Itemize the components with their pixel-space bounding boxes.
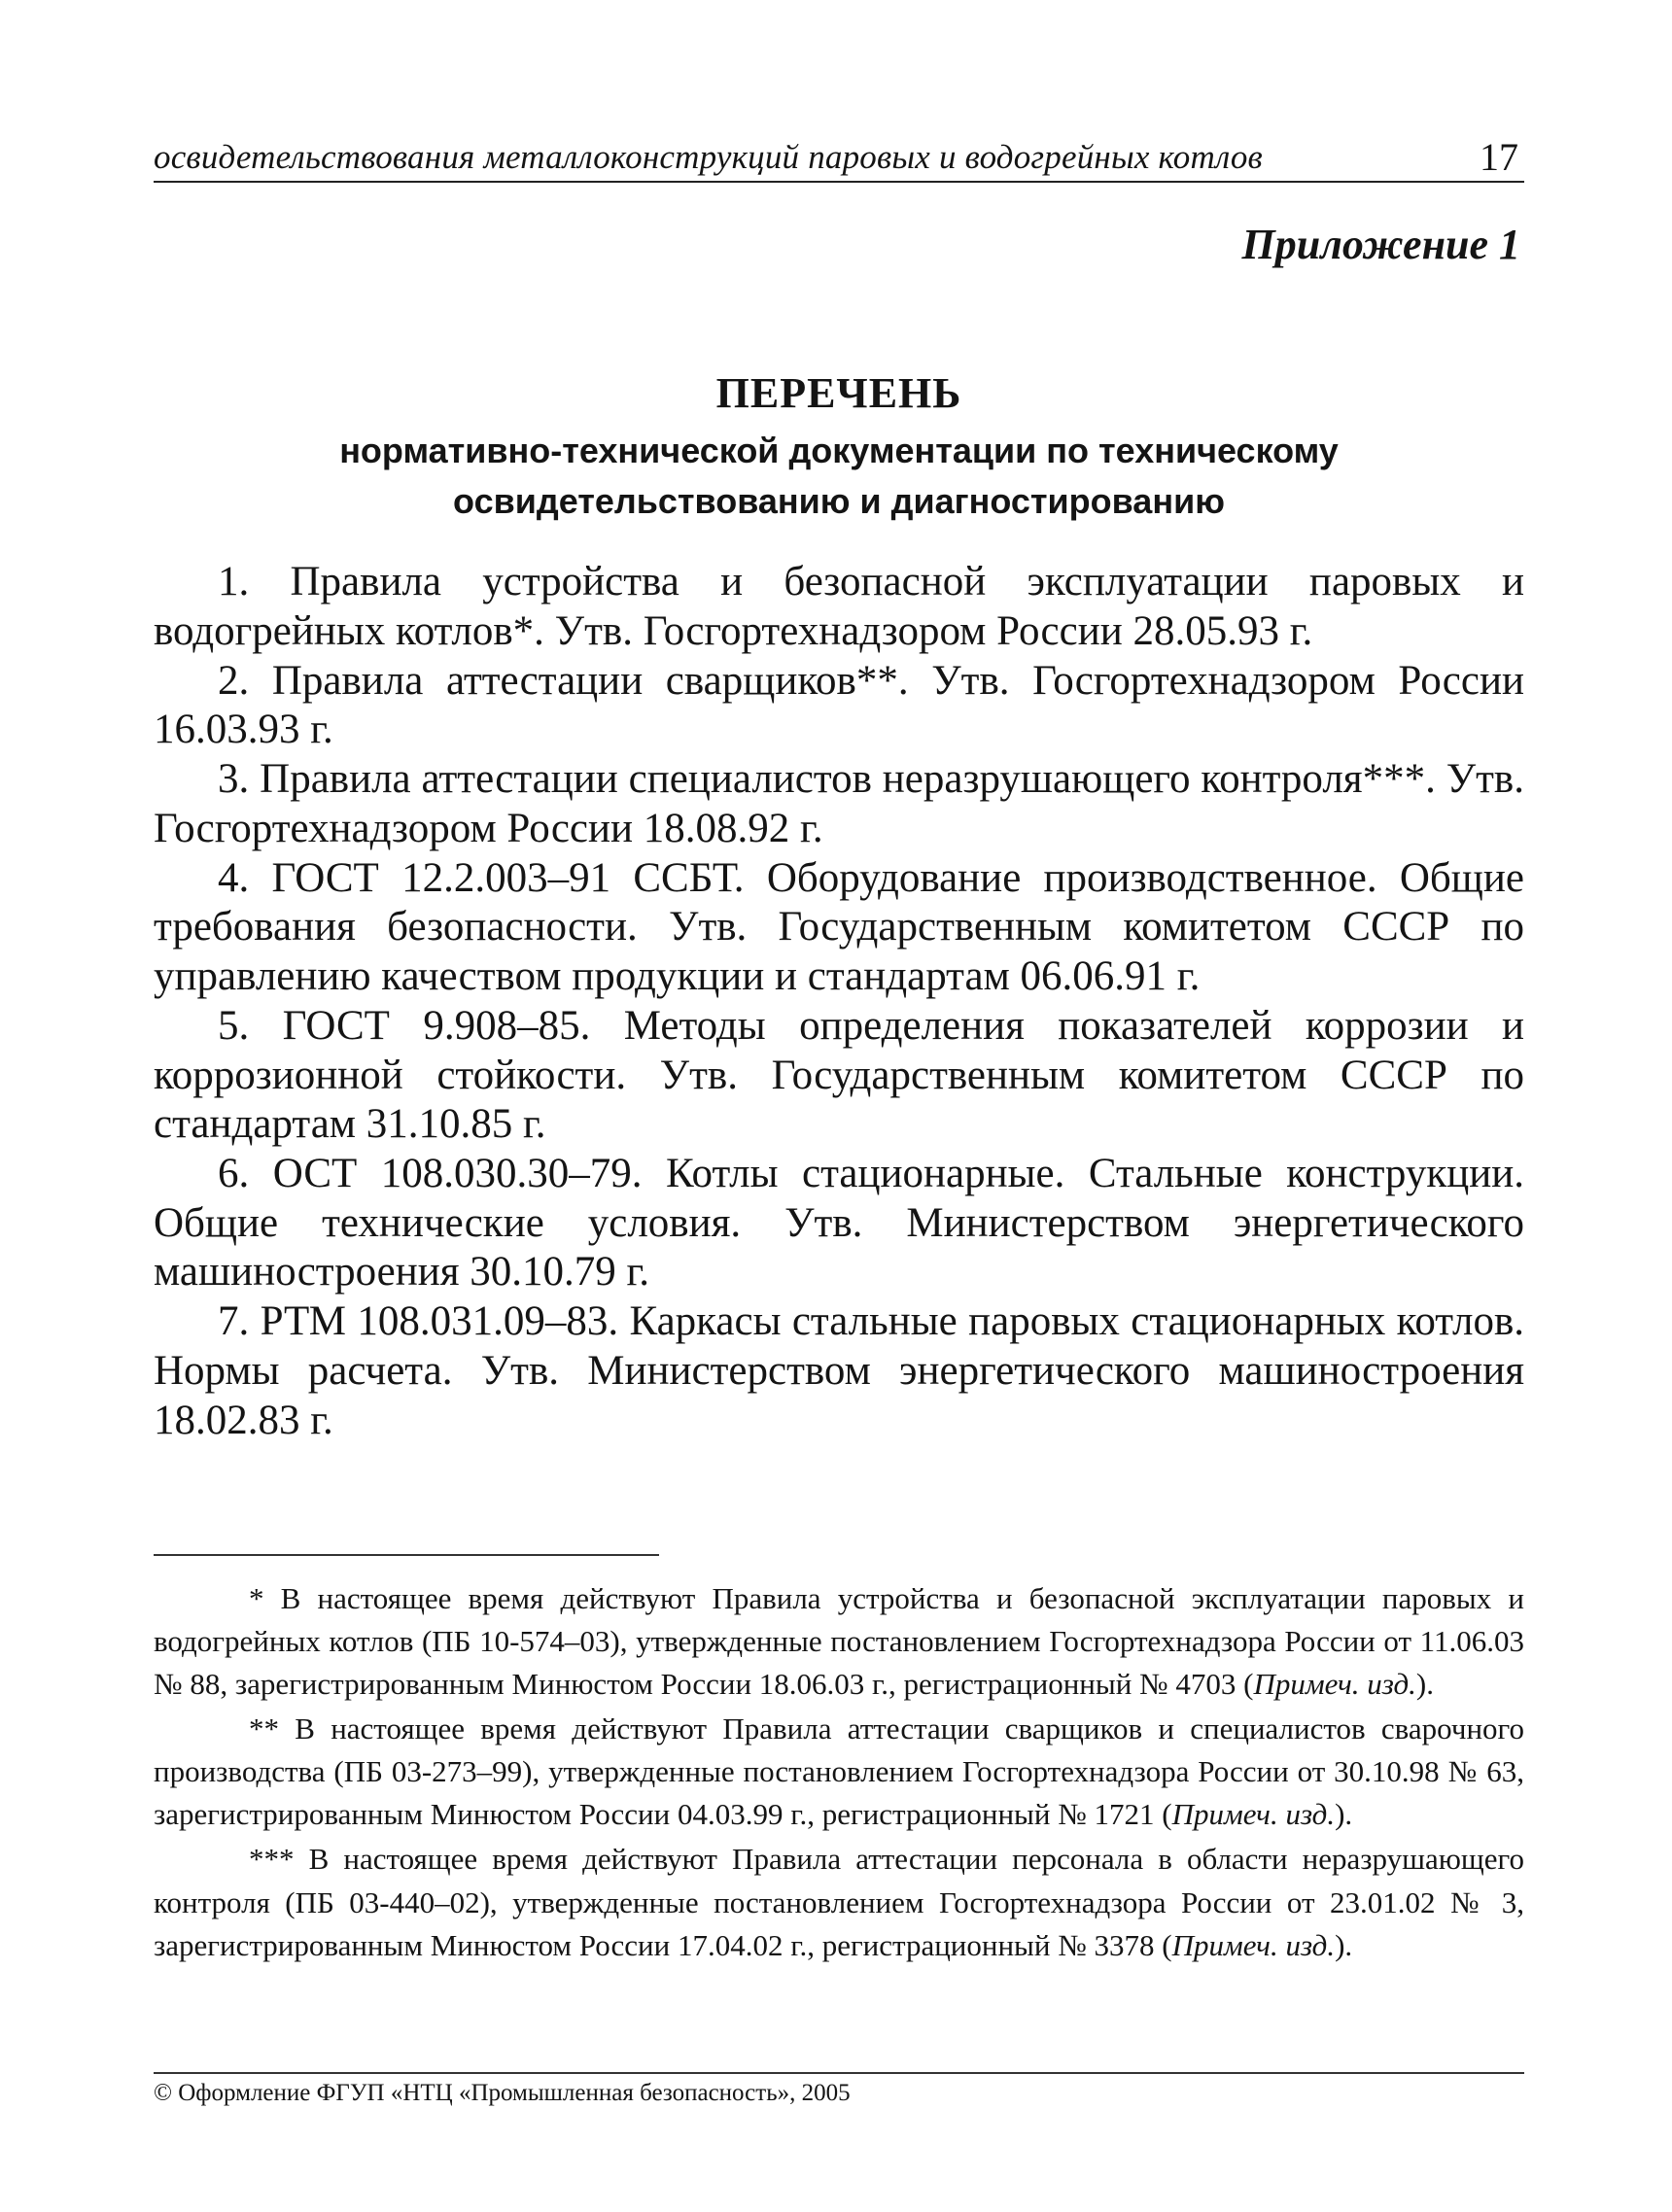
footnote-tail: ). (1335, 1927, 1353, 1962)
footnote-text: * В настоящее время действуют Правила устройства и безопасной эксплуатации паровых и водогрейных котлов (ПБ 10-574–03), утвержденные постановлением Госгортехнадзора России от 11.06.03 № 88, зарегистрированным Минюстом России 18.06.03 г., регистрационный № 4703 ( (154, 1581, 1524, 1702)
document-title: ПЕРЕЧЕНЬ (715, 369, 962, 417)
list-item: 6. ОСТ 108.030.30–79. Котлы стационарные. Стальные конструкции. Общие технические условия. Утв. Министерством энергетического машиностроения 30.10.79 г. (154, 1150, 1524, 1296)
appendix-label: Приложение 1 (1241, 221, 1520, 268)
document-list (154, 558, 1524, 1445)
footnote-tail: ). (1335, 1797, 1353, 1832)
list-item: 2. Правила аттестации сварщиков**. Утв. Госгортехнадзором России 16.03.93 г. (154, 657, 1524, 753)
footnote-text: *** В настоящее время действуют Правила аттестации персонала в области неразрушающего контроля (ПБ 03-440–02), утвержденные постановлением Госгортехнадзора России от 23.01.02 № 3, зарегистрированным Минюстом России 17.04.02 г., регистрационный № 3378 ( (154, 1842, 1524, 1962)
running-header (154, 135, 1524, 183)
document-subtitle (154, 426, 1524, 527)
footnote (154, 1838, 1524, 1966)
page-number: 17 (1480, 135, 1518, 179)
title-block (154, 368, 1524, 527)
footnote (154, 1708, 1524, 1836)
document-page (154, 135, 1524, 2179)
list-item: 3. Правила аттестации специалистов неразрушающего контроля***. Утв. Госгортехнадзором России 18.08.92 г. (154, 756, 1524, 851)
footnote-tail: ). (1415, 1667, 1434, 1702)
footnote-note: Примеч. изд. (1253, 1667, 1416, 1702)
subtitle-line-2: освидетельствованию и диагностированию (453, 480, 1225, 521)
footnote-divider (154, 1554, 659, 1556)
list-item: 5. ГОСТ 9.908–85. Методы определения показателей коррозии и коррозионной стойкости. Утв. Государственным комитетом СССР по стандартам 31.10.85 г. (154, 1002, 1524, 1148)
footnotes (154, 1577, 1524, 1966)
footnote-note: Примеч. изд. (1171, 1927, 1336, 1962)
subtitle-line-1: нормативно-технической документации по техническому (339, 430, 1339, 470)
copyright-line: © Оформление ФГУП «НТЦ «Промышленная безопасность», 2005 (154, 2072, 1524, 2107)
list-item: 1. Правила устройства и безопасной эксплуатации паровых и водогрейных котлов*. Утв. Госгортехнадзором России 28.05.93 г. (154, 559, 1524, 654)
footnote-note: Примеч. изд. (1171, 1797, 1336, 1832)
footnote-text: ** В настоящее время действуют Правила аттестации сварщиков и специалистов сварочного производства (ПБ 03-273–99), утвержденные постановлением Госгортехнадзора России от 30.10.98 № 63, зарегистрированным Минюстом России 04.03.99 г., регистрационный № 1721 ( (154, 1711, 1524, 1832)
list-item: 7. РТМ 108.031.09–83. Каркасы стальные паровых стационарных котлов. Нормы расчета. Утв. Министерством энергетического машиностроения 18.02.83 г. (154, 1298, 1524, 1443)
running-title: освидетельствования металлоконструкций паровых и водогрейных котлов (154, 138, 1263, 176)
footnote (154, 1577, 1524, 1706)
list-item: 4. ГОСТ 12.2.003–91 ССБТ. Оборудование производственное. Общие требования безопасности. Утв. Государственным комитетом СССР по управлению качеством продукции и стандартам 06.06.91 г. (154, 854, 1524, 1000)
